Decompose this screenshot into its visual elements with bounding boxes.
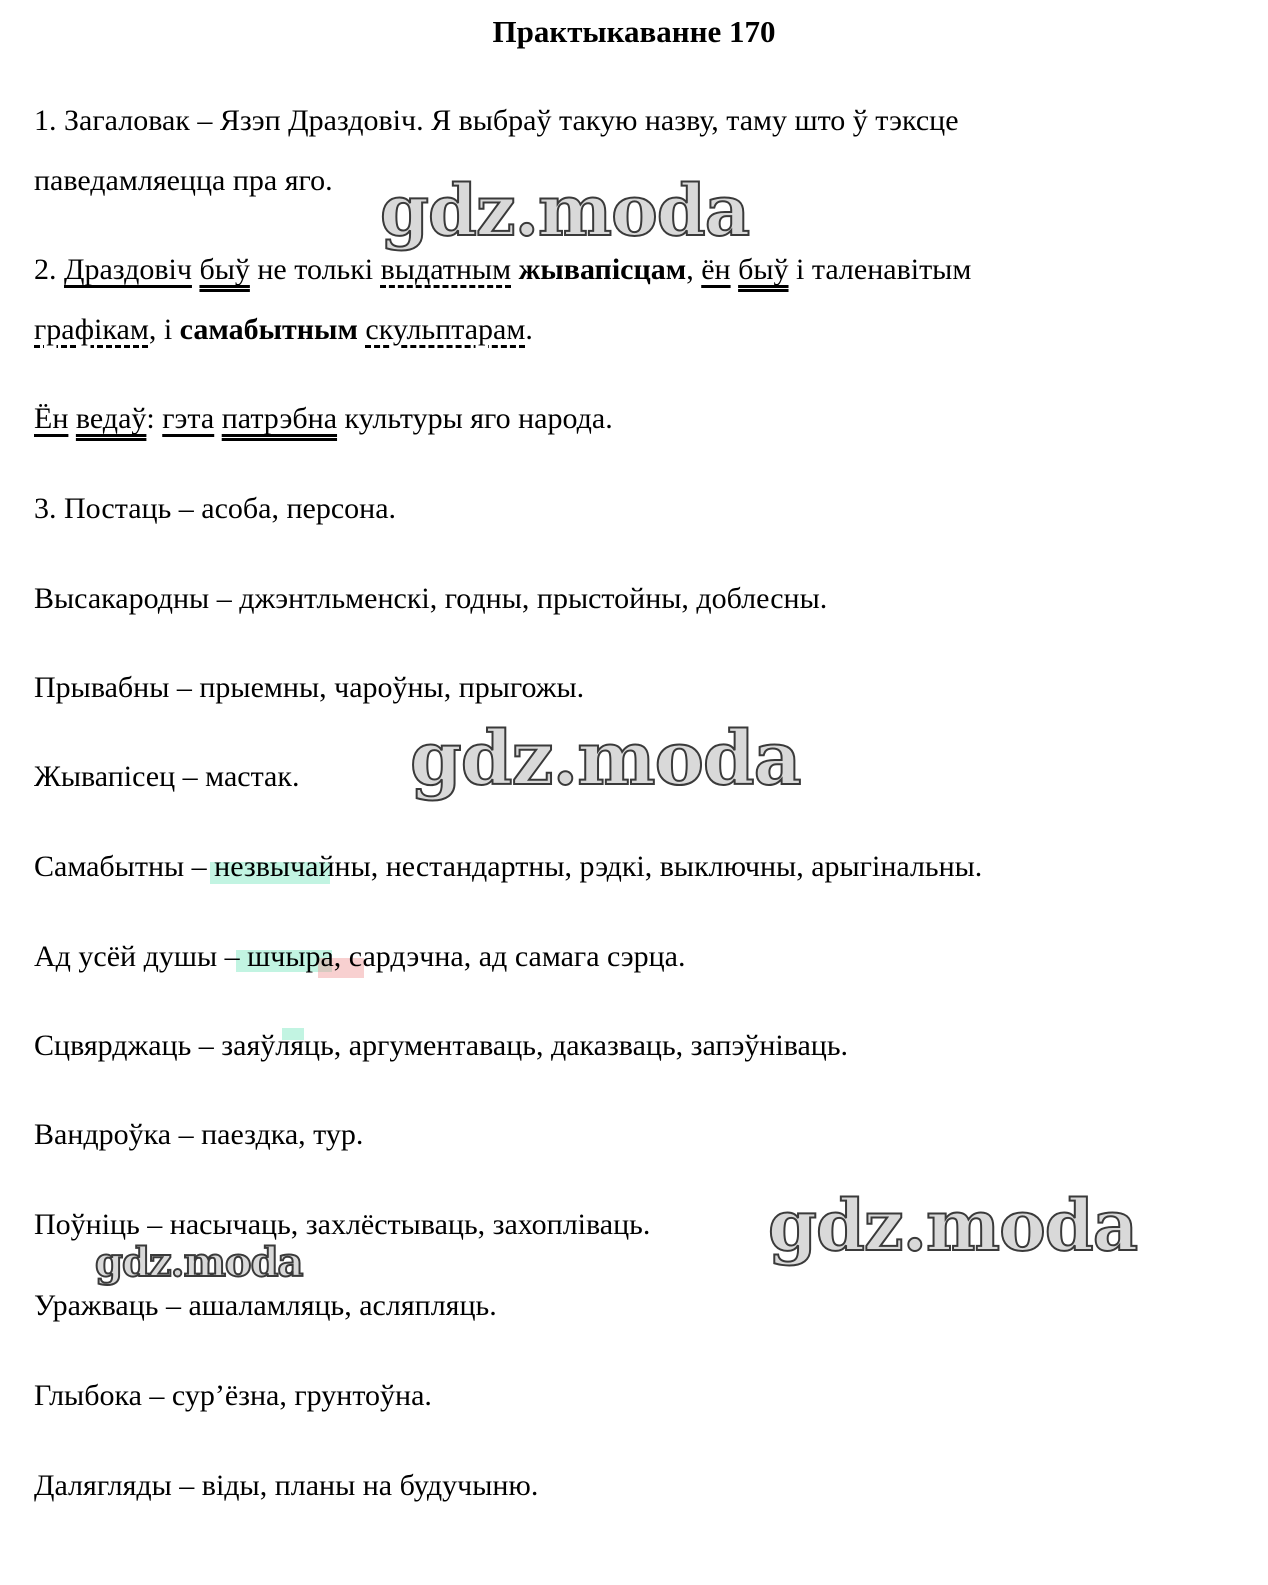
word-vedau: ведаў [75, 402, 147, 435]
watermark: gdz.moda [95, 1239, 303, 1286]
answer-1-line-1: 1. Загаловак – Язэп Драздовіч. Я выбраў такую назву, таму што ў тэксце [34, 104, 959, 137]
synonym-line: 3. Постаць – асоба, персона. [34, 492, 397, 525]
text-segment: культуры яго народа. [337, 402, 613, 435]
page-title: Практыкаванне 170 [492, 14, 776, 49]
synonym-line: Высакародны – джэнтльменскі, годны, прыстойны, доблесны. [34, 582, 828, 615]
text-segment: , і [148, 313, 180, 346]
text-segment: , [686, 253, 702, 286]
word-zhyvapiscam: жывапісцам [518, 253, 687, 286]
synonym-line: Уражваць – ашаламляць, асляпляць. [34, 1289, 497, 1322]
answer-1-line-2: паведамляецца пра яго. [34, 164, 333, 197]
space [511, 253, 519, 286]
synonym-line: Ад усёй душы – шчыра, сардэчна, ад самага сэрца. [34, 940, 686, 973]
word-geta: гэта [162, 402, 215, 435]
watermark: gdz.moda [410, 716, 801, 802]
synonym-line: Поўніць – насычаць, захлёстываць, захопліваць. [34, 1208, 651, 1241]
synonym-line: Далягляды – віды, планы на будучыню. [34, 1469, 539, 1502]
synonym-line: Вандроўка – паездка, тур. [34, 1118, 364, 1151]
synonym-line: Глыбока – сур’ёзна, грунтоўна. [34, 1379, 432, 1412]
answer-2-line-3 [34, 399, 613, 439]
text-segment: . [525, 313, 533, 346]
watermark: gdz.moda [768, 1184, 1138, 1267]
synonym-line: Самабытны – незвычайны, нестандартны, рэдкі, выключны, арыгінальны. [34, 850, 983, 883]
word-byu-2: быў [738, 253, 789, 286]
word-yon-2: Ён [34, 402, 69, 435]
word-patreba: патрэбна [221, 402, 338, 435]
word-byu-1: быў [199, 253, 250, 286]
space [68, 402, 76, 435]
word-samabytnym: самабытным [179, 313, 358, 346]
answer-2-line-2 [34, 310, 533, 350]
space [731, 253, 739, 286]
word-drazdovich: Драздовіч [64, 253, 192, 286]
synonym-line: Сцвярджаць – заяўляць, аргументаваць, даказваць, запэўніваць. [34, 1029, 849, 1062]
synonym-line: Жывапісец – мастак. [34, 760, 300, 793]
text-segment: : [146, 402, 163, 435]
text-segment: і таленавітым [788, 253, 972, 286]
answer-2-line-1 [34, 250, 971, 290]
word-yon-1: ён [701, 253, 731, 286]
text-segment: не толькі [249, 253, 381, 286]
word-vydatnym: выдатным [380, 253, 512, 286]
watermark: gdz.moda [380, 169, 750, 252]
word-skulptaram: скульптарам [365, 313, 526, 346]
answer-2-number: 2. [34, 253, 64, 286]
space [214, 402, 222, 435]
word-grafikam: графікам [34, 313, 149, 346]
synonym-line: Прывабны – прыемны, чароўны, прыгожы. [34, 671, 585, 704]
